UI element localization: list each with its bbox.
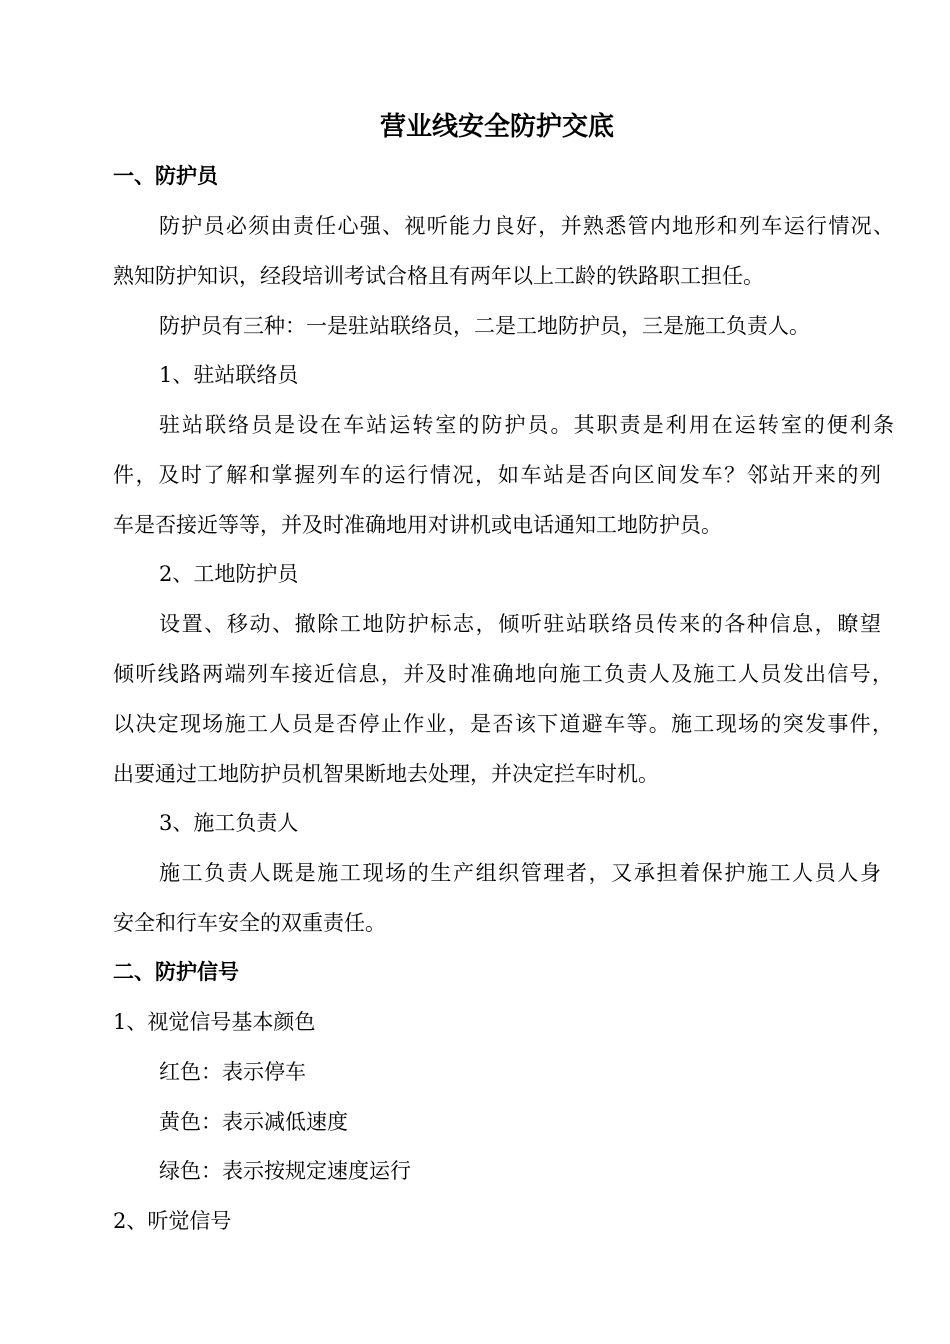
subsection-heading-site-protector: 2、工地防护员 <box>159 562 299 586</box>
paragraph-line: 出要通过工地防护员机智果断地去处理，并决定拦车时机。 <box>113 762 659 786</box>
signal-color-red: 红色：表示停车 <box>159 1060 306 1084</box>
signal-color-green: 绿色：表示按规定速度运行 <box>159 1159 411 1183</box>
section-heading-protection-signals: 二、防护信号 <box>113 960 239 984</box>
paragraph-line: 设置、移动、撤除工地防护标志，倾听驻站联络员传来的各种信息，瞭望 <box>159 612 881 636</box>
subsection-heading-construction-leader: 3、施工负责人 <box>159 811 299 835</box>
paragraph-line: 驻站联络员是设在车站运转室的防护员。其职责是利用在运转室的便利条 <box>159 413 894 437</box>
paragraph-line: 倾听线路两端列车接近信息，并及时准确地向施工负责人及施工人员发出信号， <box>113 662 893 686</box>
paragraph-line: 件，及时了解和掌握列车的运行情况，如车站是否向区间发车？邻站开来的列 <box>113 463 881 487</box>
subsection-heading-visual-signals: 1、视觉信号基本颜色 <box>113 1010 316 1034</box>
document-title: 营业线安全防护交底 <box>379 112 614 142</box>
paragraph-line: 安全和行车安全的双重责任。 <box>113 911 386 935</box>
subsection-heading-station-liaison: 1、驻站联络员 <box>159 363 299 387</box>
paragraph-line: 施工负责人既是施工现场的生产组织管理者，又承担着保护施工人员人身 <box>159 861 881 885</box>
paragraph-line: 车是否接近等等，并及时准确地用对讲机或电话通知工地防护员。 <box>113 513 722 537</box>
paragraph-line: 防护员有三种：一是驻站联络员，二是工地防护员，三是施工负责人。 <box>159 314 810 338</box>
paragraph-line: 熟知防护知识，经段培训考试合格且有两年以上工龄的铁路职工担任。 <box>113 264 764 288</box>
subsection-heading-audible-signals: 2、听觉信号 <box>113 1209 232 1233</box>
section-heading-protector: 一、防护员 <box>113 164 218 188</box>
paragraph-line: 以决定现场施工人员是否停止作业，是否该下道避车等。施工现场的突发事件， <box>113 712 893 736</box>
paragraph-line: 防护员必须由责任心强、视听能力良好，并熟悉管内地形和列车运行情况、 <box>159 214 894 238</box>
signal-color-yellow: 黄色：表示减低速度 <box>159 1110 348 1134</box>
